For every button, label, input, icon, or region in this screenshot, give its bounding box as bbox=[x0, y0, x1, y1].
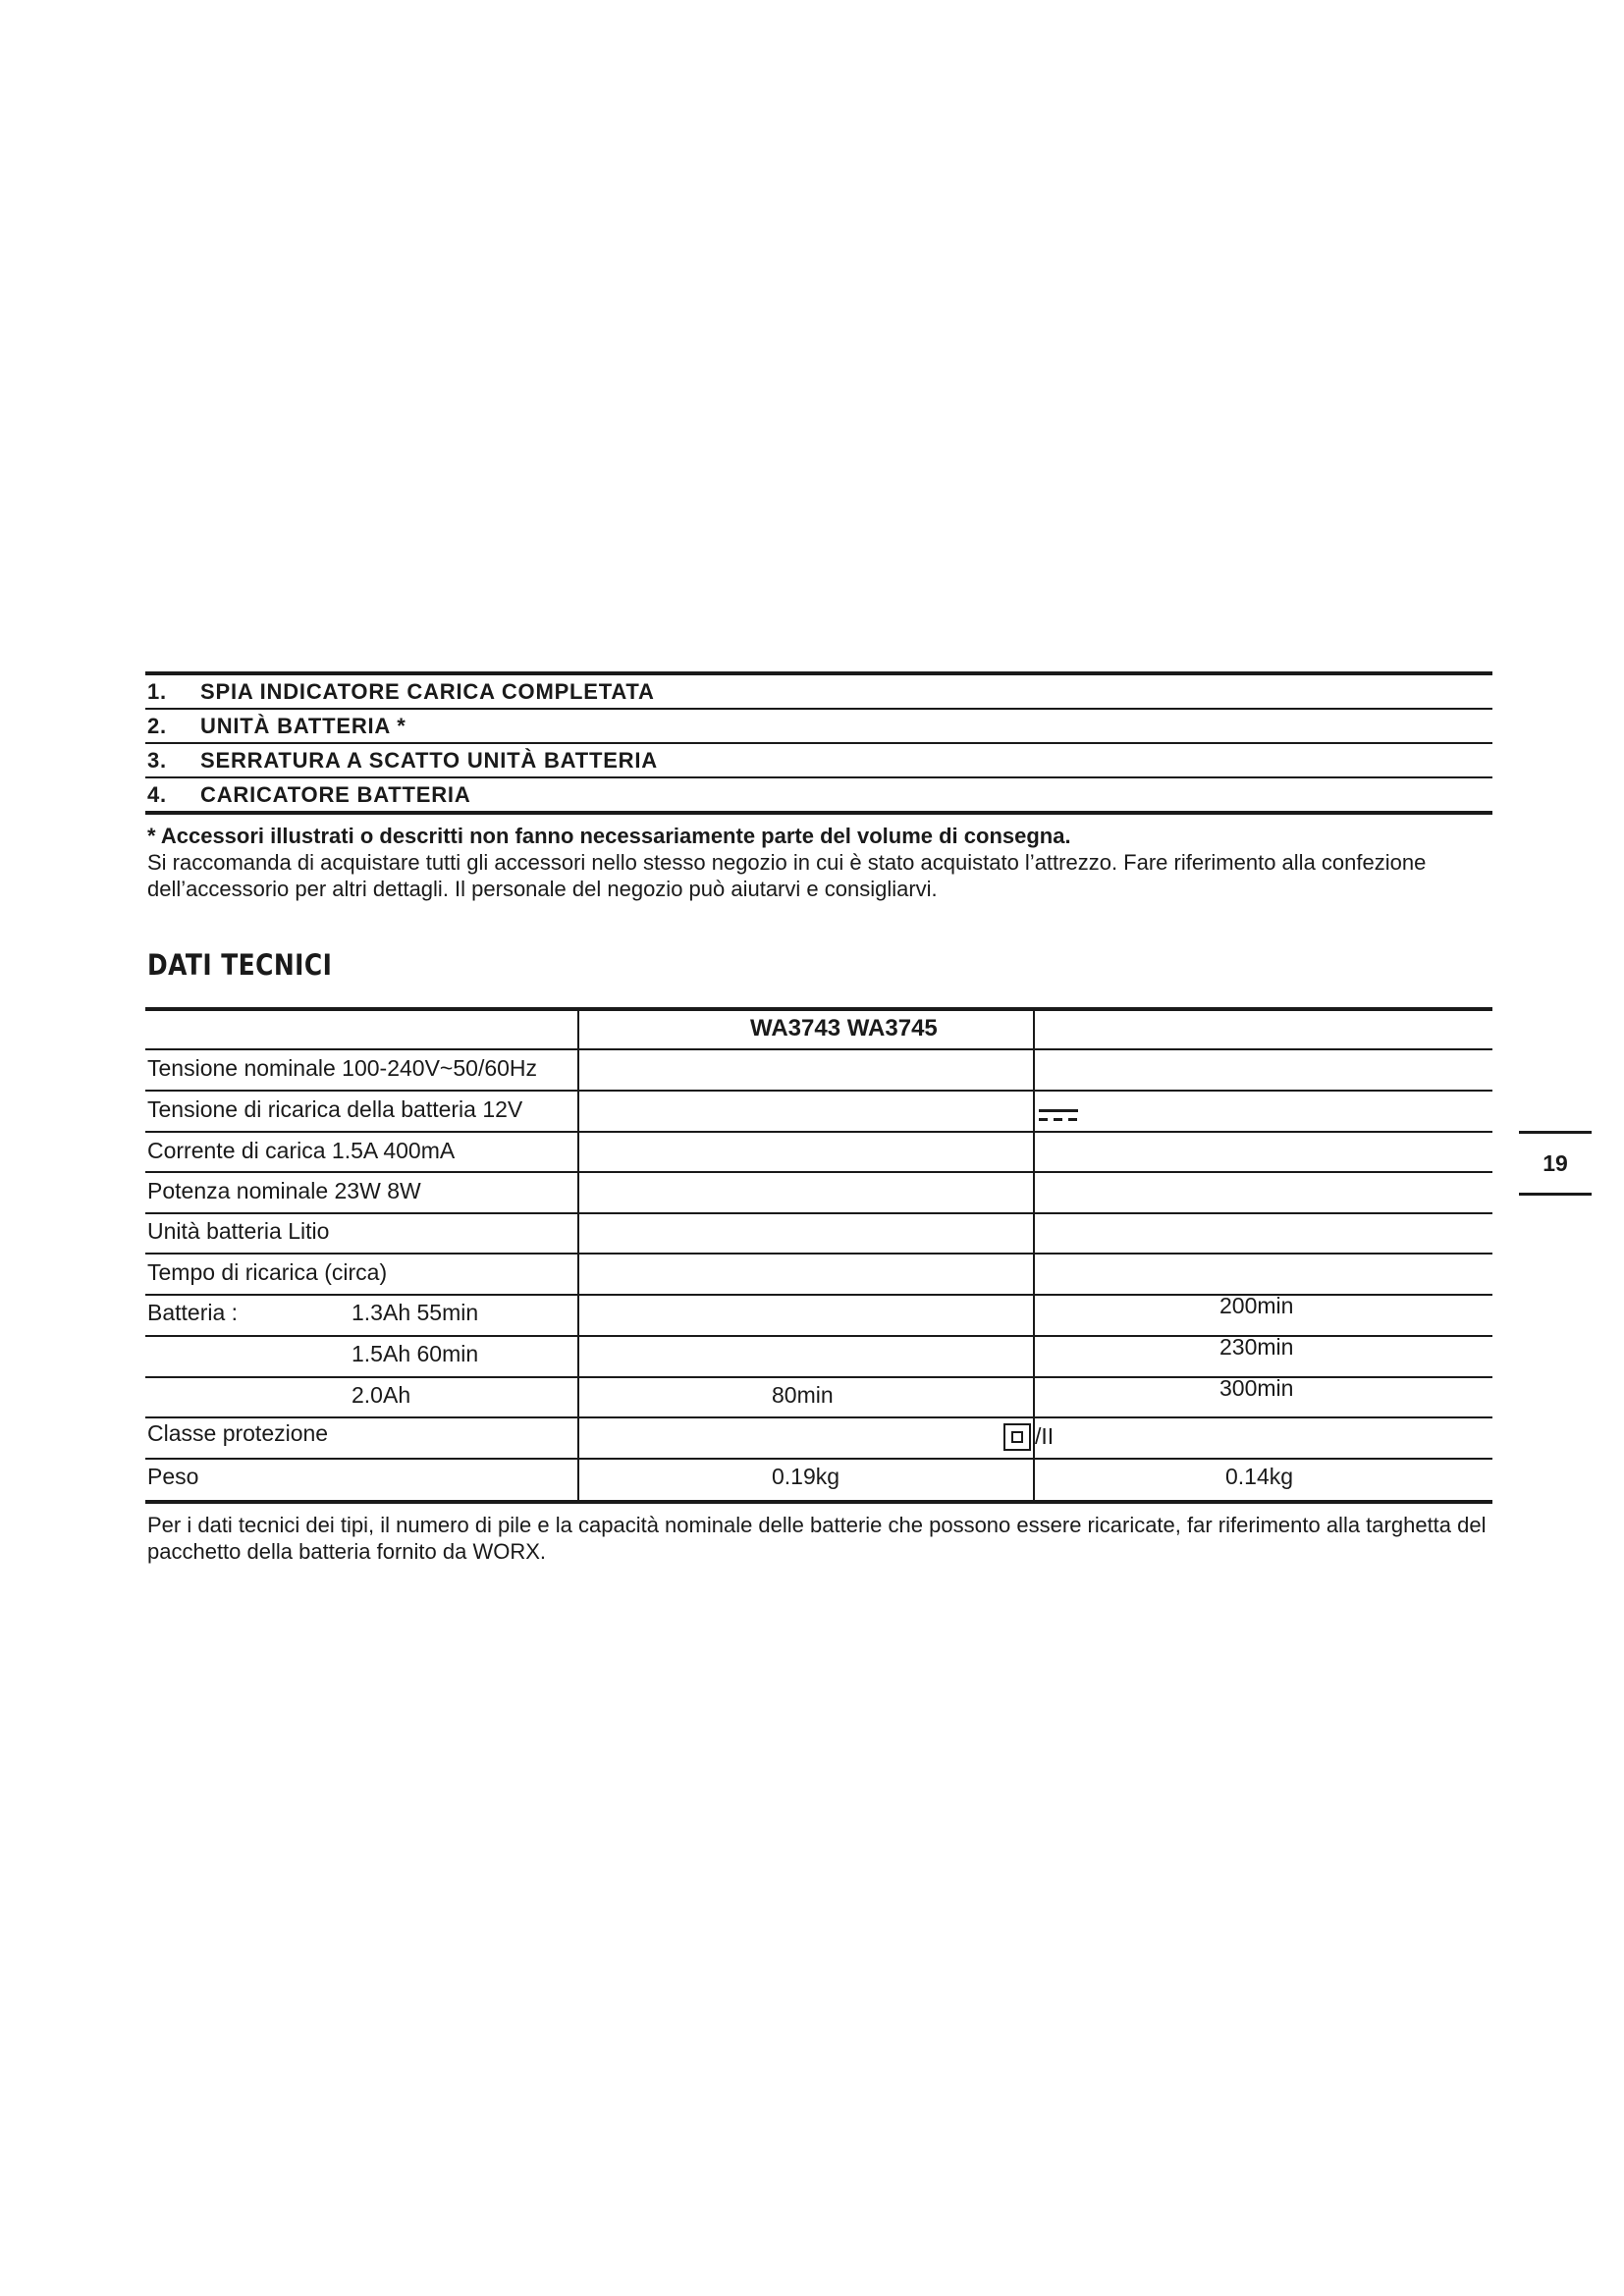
row-divider bbox=[145, 1131, 1492, 1133]
table-header-models: WA3743 WA3745 bbox=[750, 1015, 938, 1041]
row-tempo-ricarica: Tempo di ricarica (circa) bbox=[147, 1259, 388, 1285]
classe-protezione-value: /II bbox=[1035, 1423, 1055, 1449]
row-classe-protezione: Classe protezione bbox=[147, 1420, 329, 1446]
item-label: UNITÀ BATTERIA * bbox=[200, 713, 406, 738]
row-divider bbox=[145, 1458, 1492, 1460]
battery-1-5ah: 1.5Ah 60min bbox=[352, 1341, 479, 1366]
list-item bbox=[145, 744, 1492, 778]
row-batteria-label: Batteria : bbox=[147, 1300, 239, 1325]
parts-list bbox=[145, 671, 1492, 815]
accessories-note-bold: * Accessori illustrati o descritti non fanno necessariamente parte del volume di consegna. bbox=[147, 824, 1071, 848]
battery-1-3ah: 1.3Ah 55min bbox=[352, 1300, 479, 1325]
list-item bbox=[145, 778, 1492, 811]
accessories-note-text: Si raccomanda di acquistare tutti gli accessori nello stesso negozio in cui è stato acquistato l’attrezzo. Fare riferimento alla confezione dell’accessorio per altri dettagli. Il personale del negozio può aiutarvi e consigliarvi. bbox=[147, 850, 1427, 901]
item-number: 3. bbox=[147, 747, 167, 773]
page-number: 19 bbox=[1519, 1131, 1592, 1196]
row-divider bbox=[145, 1212, 1492, 1214]
item-number: 2. bbox=[147, 713, 167, 738]
row-divider bbox=[145, 1090, 1492, 1092]
dc-current-icon bbox=[1039, 1109, 1078, 1123]
item-number: 1. bbox=[147, 678, 167, 704]
battery-1-3ah-wa3745: 200min bbox=[1219, 1293, 1294, 1318]
item-number: 4. bbox=[147, 781, 167, 807]
accessories-note bbox=[147, 823, 1502, 902]
row-divider bbox=[145, 1048, 1492, 1050]
item-label: SERRATURA A SCATTO UNITÀ BATTERIA bbox=[200, 747, 658, 773]
peso-wa3745: 0.14kg bbox=[1225, 1464, 1294, 1489]
tech-data-table bbox=[145, 1007, 1492, 1504]
battery-2-0ah-wa3743: 80min bbox=[772, 1382, 834, 1408]
battery-2-0ah: 2.0Ah bbox=[352, 1382, 411, 1408]
peso-wa3743: 0.19kg bbox=[772, 1464, 840, 1489]
row-divider bbox=[145, 1171, 1492, 1173]
row-peso: Peso bbox=[147, 1464, 199, 1489]
item-label: CARICATORE BATTERIA bbox=[200, 781, 471, 807]
battery-2-0ah-wa3745: 300min bbox=[1219, 1375, 1294, 1401]
row-potenza-nominale: Potenza nominale 23W 8W bbox=[147, 1178, 421, 1203]
row-divider bbox=[145, 1416, 1492, 1418]
row-divider bbox=[145, 1253, 1492, 1255]
footer-note: Per i dati tecnici dei tipi, il numero di pile e la capacità nominale delle batterie che possono essere ricaricate, far riferimento alla targhetta del pacchetto della batteria fornito da WORX. bbox=[147, 1513, 1487, 1564]
list-item bbox=[145, 675, 1492, 710]
item-label: SPIA INDICATORE CARICA COMPLETATA bbox=[200, 678, 655, 704]
list-item bbox=[145, 710, 1492, 744]
row-corrente-carica: Corrente di carica 1.5A 400mA bbox=[147, 1138, 456, 1163]
row-unita-batteria: Unità batteria Litio bbox=[147, 1218, 330, 1244]
section-title: DATI TECNICI bbox=[147, 948, 333, 982]
row-tensione-nominale: Tensione nominale 100-240V~50/60Hz bbox=[147, 1055, 538, 1081]
row-tensione-ricarica: Tensione di ricarica della batteria 12V bbox=[147, 1096, 523, 1122]
class-ii-icon bbox=[1003, 1423, 1031, 1451]
column-divider bbox=[577, 1011, 579, 1500]
battery-1-5ah-wa3745: 230min bbox=[1219, 1334, 1294, 1360]
